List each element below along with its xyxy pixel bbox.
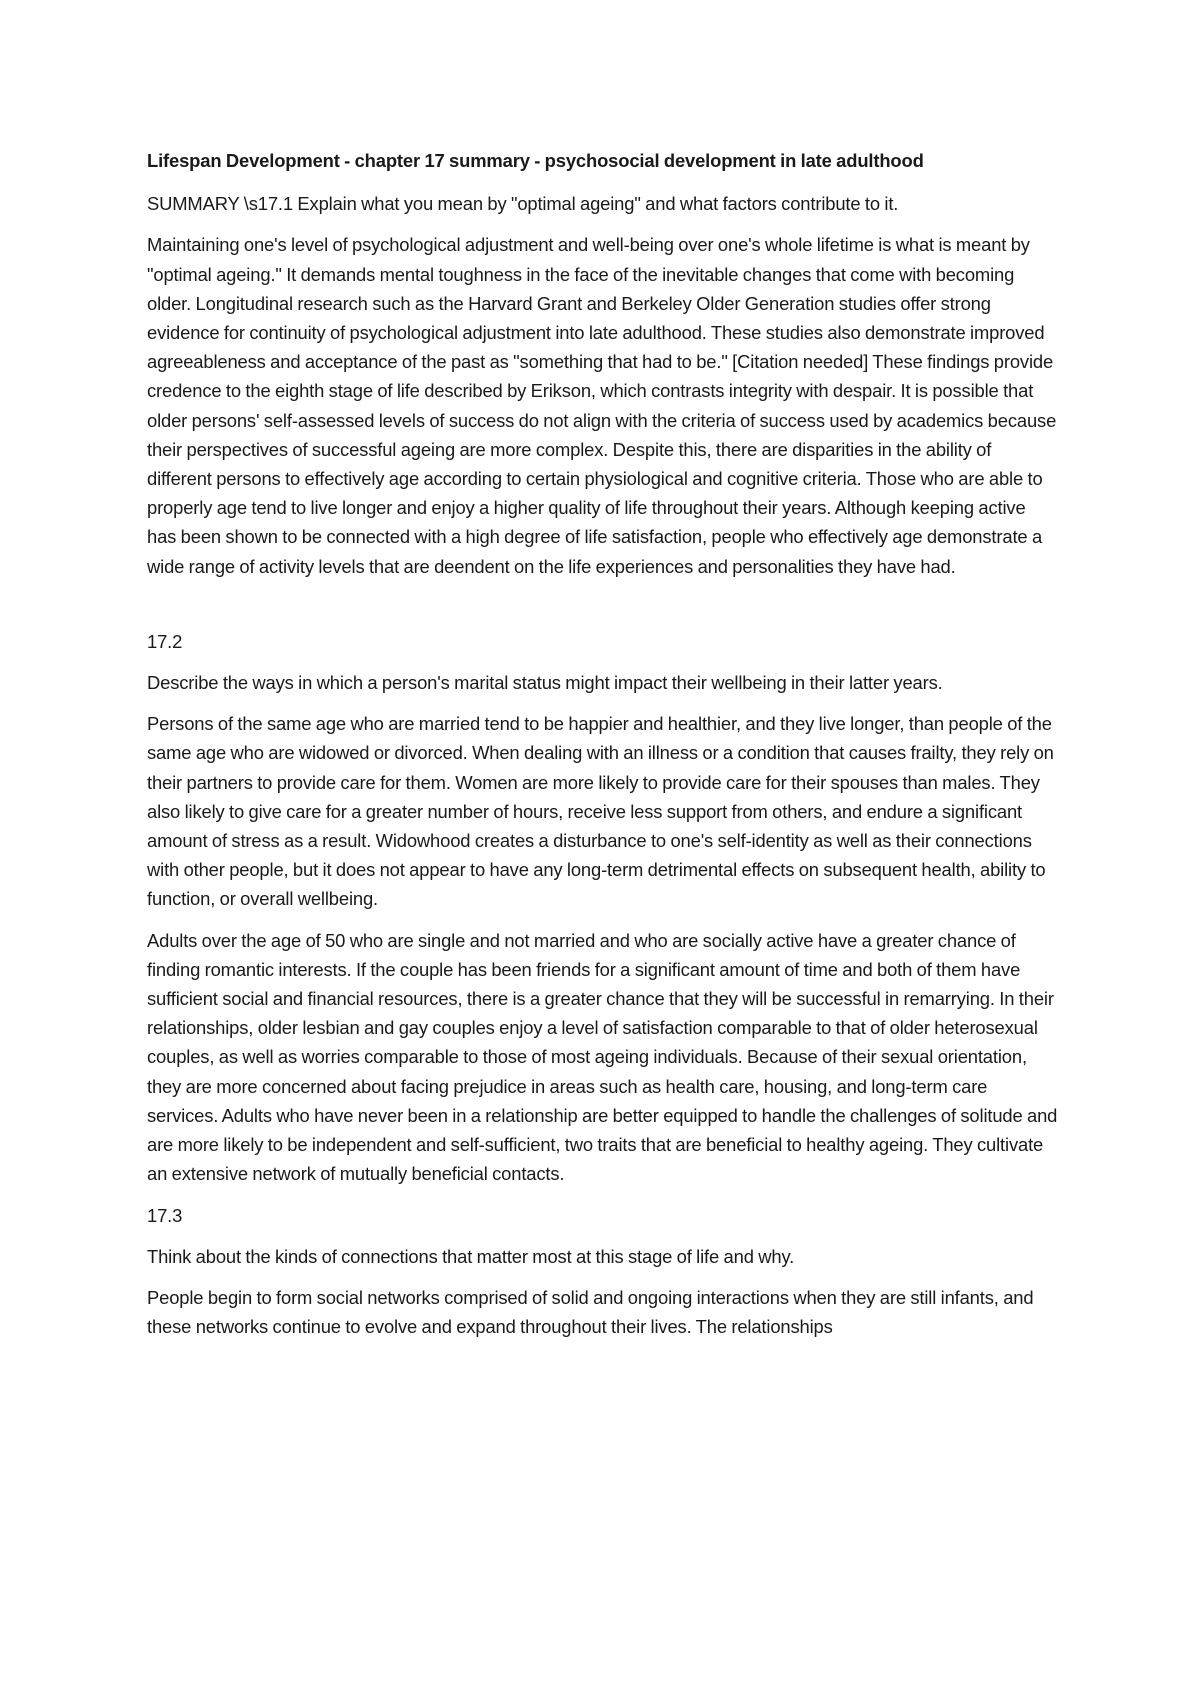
summary-heading: SUMMARY \s17.1 Explain what you mean by "optimal ageing" and what factors contribute to it. [147, 193, 899, 215]
section-number-17-2: 17.2 [147, 630, 183, 652]
document-title: Lifespan Development - chapter 17 summary - psychosocial development in late adulthood [147, 150, 924, 171]
section-question-17-3: Think about the kinds of connections that matter most at this stage of life and why. [147, 1245, 795, 1267]
section-question-17-2: Describe the ways in which a person's marital status might impact their wellbeing in their latter years. [147, 672, 943, 694]
document-body [147, 146, 1059, 1353]
paragraph-17-2-a: Persons of the same age who are married tend to be happier and healthier, and they live longer, than people of the same age who are widowed or divorced. When dealing with an illness or a condition that causes frailty, they rely on their partners to provide care for them. Women are more likely to provide care for their spouses than males. They also likely to give care for a greater number of hours, receive less support from others, and endure a significant amount of stress as a result. Widowhood creates a disturbance to one's self-identity as well as their connections with other people, but it does not appear to have any long-term detrimental effects on subsequent health, ability to function, or overall wellbeing. [147, 713, 1054, 910]
section-number-17-3: 17.3 [147, 1204, 183, 1226]
paragraph-17-3: People begin to form social networks comprised of solid and ongoing interactions when they are still infants, and these networks continue to evolve and expand throughout their lives. The relationships [147, 1286, 1034, 1338]
paragraph-17-2-b: Adults over the age of 50 who are single and not married and who are socially active have a greater chance of finding romantic interests. If the couple has been friends for a significant amount of time and both of them have sufficient social and financial resources, there is a greater chance that they will be successful in remarrying. In their relationships, older lesbian and gay couples enjoy a level of satisfaction comparable to that of older heterosexual couples, as well as worries comparable to those of most ageing individuals. Because of their sexual orientation, they are more concerned about facing prejudice in areas such as health care, housing, and long-term care services. Adults who have never been in a relationship are better equipped to handle the challenges of solitude and are more likely to be independent and self-sufficient, two traits that are beneficial to healthy ageing. They cultivate an extensive network of mutually beneficial contacts. [147, 929, 1058, 1185]
paragraph-17-1: Maintaining one's level of psychological adjustment and well-being over one's whole lifetime is what is meant by "optimal ageing." It demands mental toughness in the face of the inevitable changes that come with becoming older. Longitudinal research such as the Harvard Grant and Berkeley Older Generation studies offer strong evidence for continuity of psychological adjustment into late adulthood. These studies also demonstrate improved agreeableness and acceptance of the past as "something that had to be." [Citation needed] These findings provide credence to the eighth stage of life described by Erikson, which contrasts integrity with despair. It is possible that older persons' self-assessed levels of success do not align with the criteria of success used by academics because their perspectives of successful ageing are more complex. Despite this, there are disparities in the ability of different persons to effectively age according to certain physiological and cognitive criteria. Those who are able to properly age tend to live longer and enjoy a higher quality of life throughout their years. Although keeping active has been shown to be connected with a high degree of life satisfaction, people who effectively age demonstrate a wide range of activity levels that are deendent on the life experiences and personalities they have had. [147, 234, 1057, 577]
